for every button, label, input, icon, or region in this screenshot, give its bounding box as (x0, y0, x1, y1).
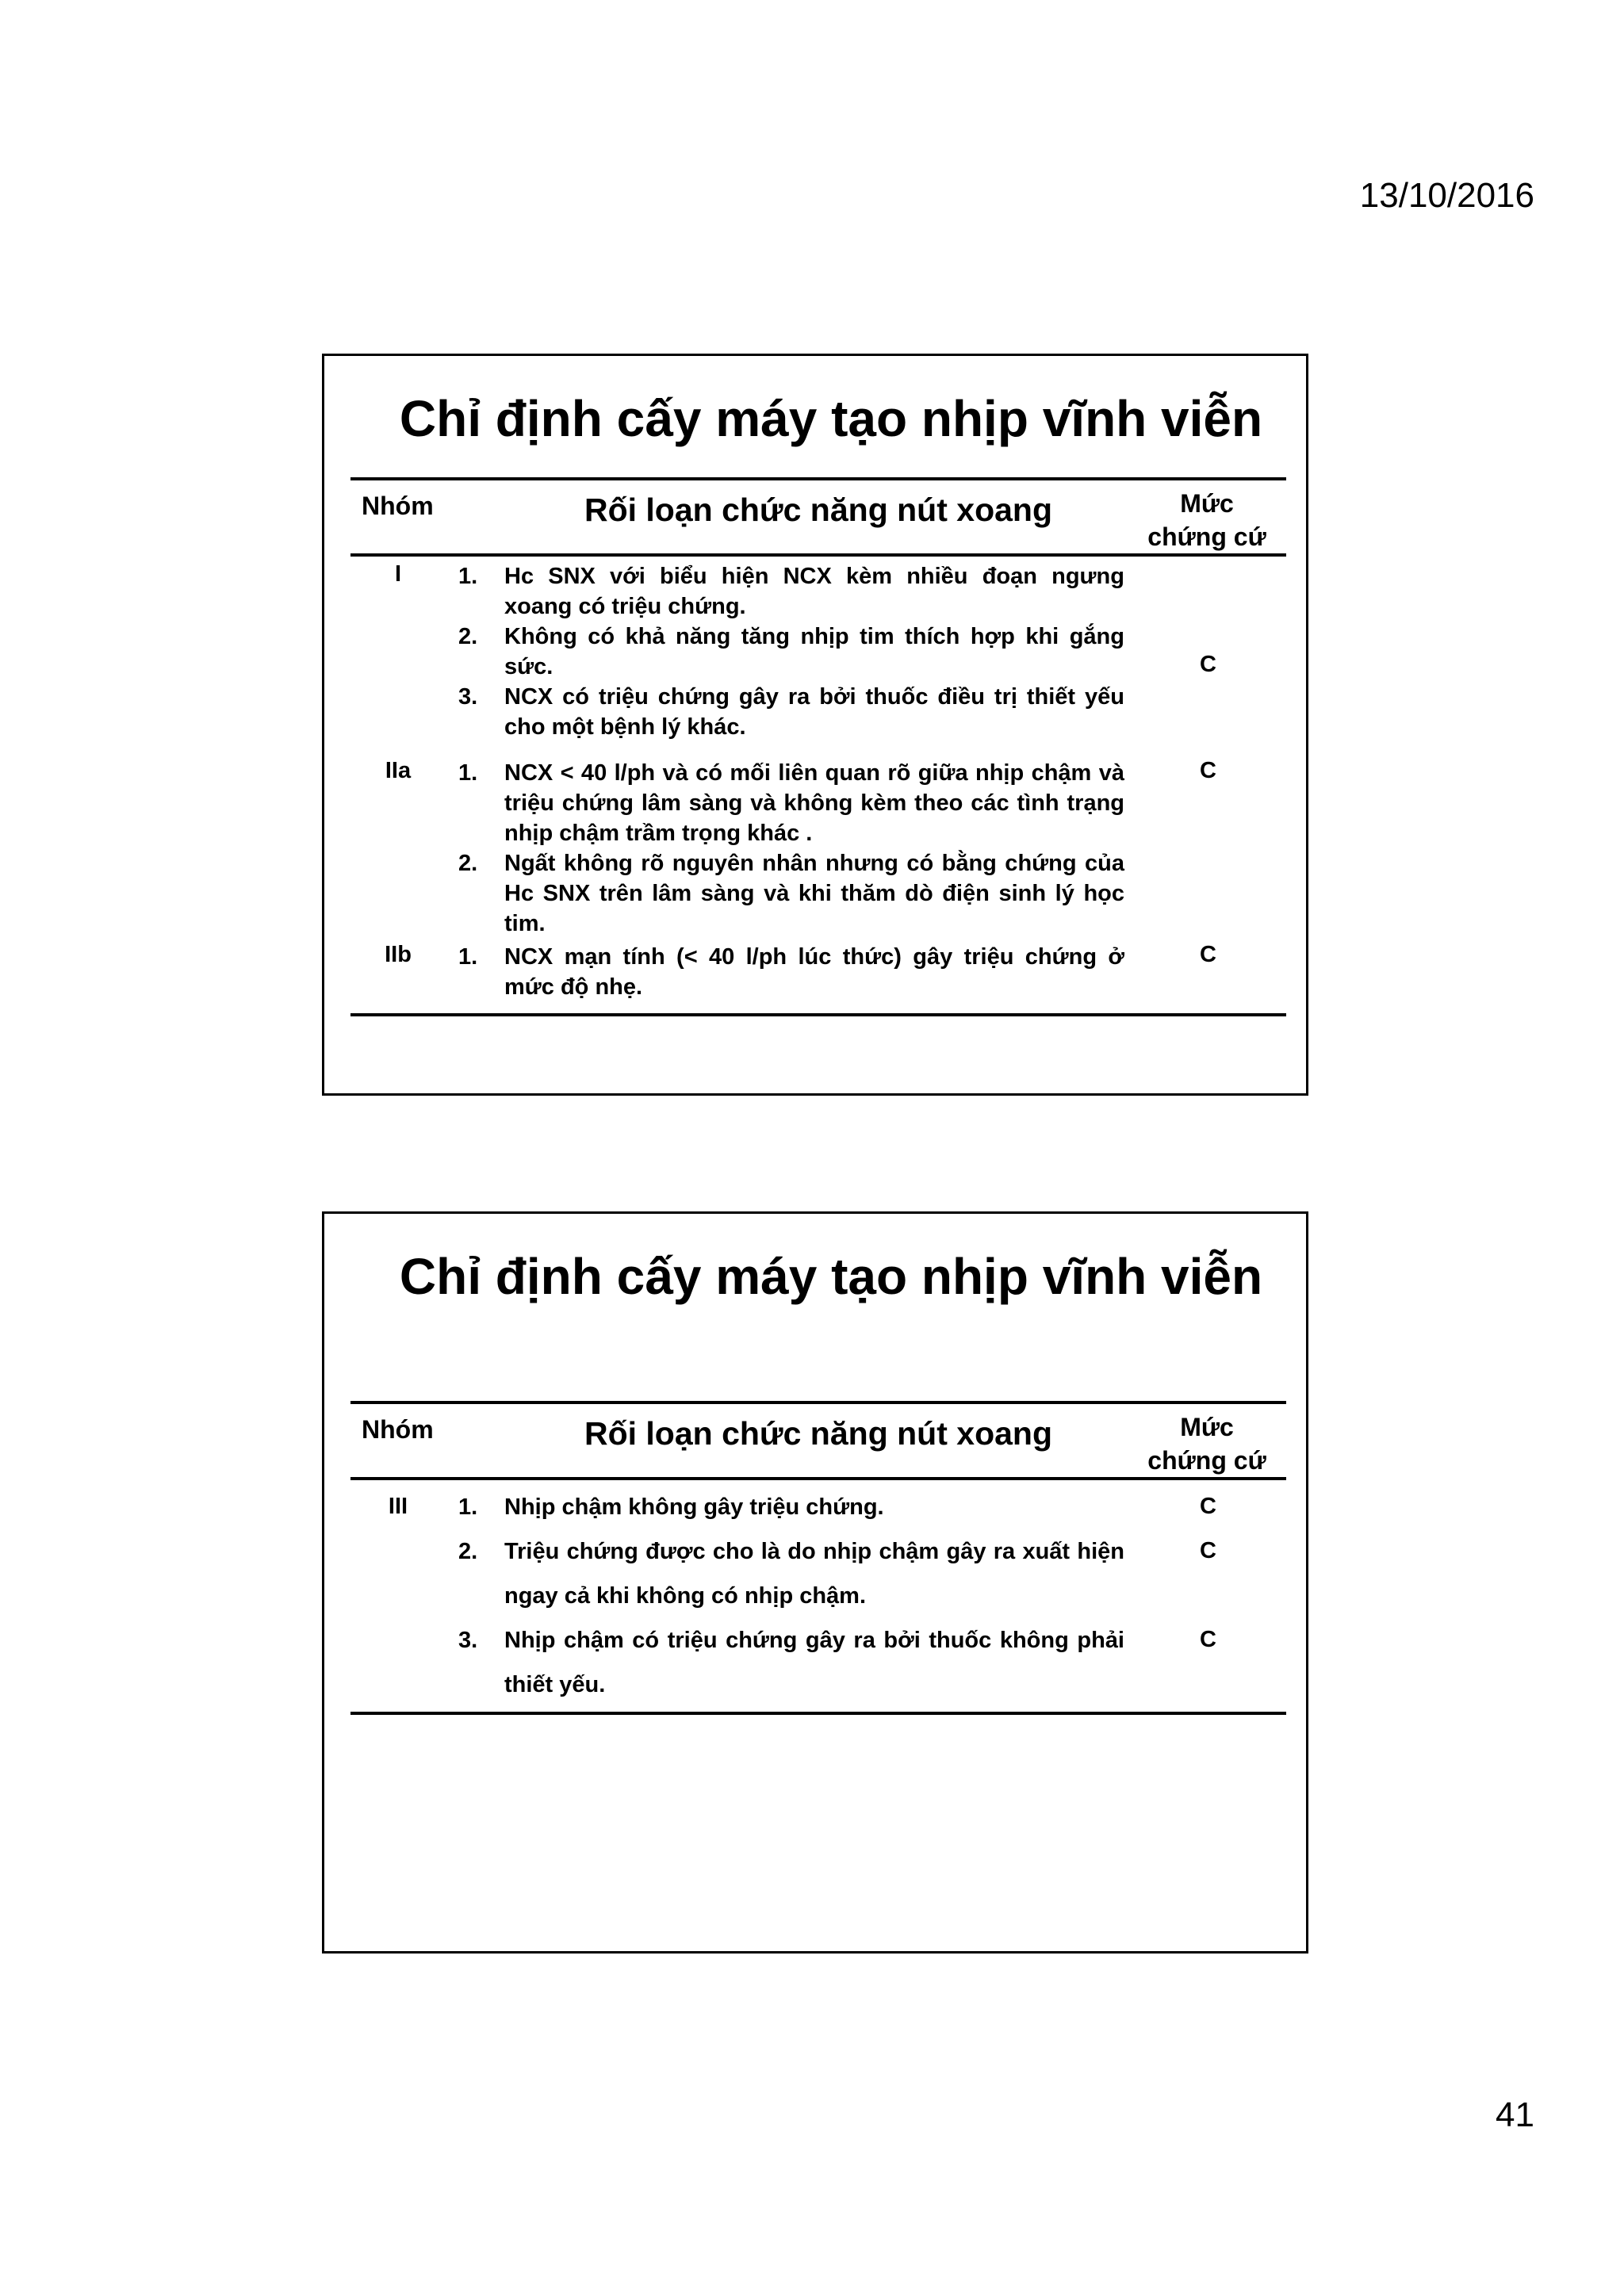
list-item: 2. Ngất không rõ nguyên nhân nhưng có bằng chứng của Hc SNX trên lâm sàng và khi thăm dò điện sinh lý học tim. (458, 851, 1124, 936)
table-row (350, 561, 1286, 742)
table-body (350, 557, 1286, 1016)
table-header (350, 480, 1286, 557)
list-item: 2. Triệu chứng được cho là do nhịp chậm gây ra xuất hiện ngay cả khi không có nhịp chậm. (458, 1539, 1124, 1609)
item-list (458, 561, 1124, 742)
table-row (350, 942, 1286, 1002)
list-item: 1. Hc SNX với biểu hiện NCX kèm nhiều đoạn ngưng xoang có triệu chứng. (458, 564, 1124, 619)
slide-title: Chỉ định cấy máy tạo nhịp vĩnh viễn (399, 390, 1263, 447)
list-item: 2. Không có khả năng tăng nhịp tim thích hợp khi gắng sức. (458, 624, 1124, 679)
evidence-level: C (1200, 1627, 1216, 1652)
slide-1 (322, 354, 1308, 1096)
evidence-level: C (1200, 1538, 1216, 1563)
table-row (350, 1485, 1286, 1707)
table-row (350, 758, 1286, 939)
header-group: Nhóm (362, 1415, 434, 1444)
page-date: 13/10/2016 (1359, 176, 1534, 215)
group-label: IIb (385, 942, 412, 967)
header-group: Nhóm (362, 492, 434, 520)
list-item: 1. NCX mạn tính (< 40 l/ph lúc thức) gây triệu chứng ở mức độ nhẹ. (458, 944, 1124, 1000)
header-evidence: Mức chứng cứ (1147, 1413, 1266, 1475)
slide-title: Chỉ định cấy máy tạo nhịp vĩnh viễn (399, 1248, 1263, 1305)
item-list (458, 942, 1124, 1002)
group-label: I (394, 561, 402, 587)
indication-table (350, 1401, 1286, 1715)
evidence-level: C (1200, 942, 1216, 967)
evidence-level: C (1200, 1494, 1216, 1519)
group-label: IIa (385, 758, 412, 783)
list-item: 1. NCX < 40 l/ph và có mối liên quan rõ giữa nhịp chậm và triệu chứng lâm sàng và không kèm theo các tình trạng nhịp chậm trầm trọng khác . (458, 760, 1124, 846)
header-main: Rối loạn chức năng nút xoang (584, 492, 1053, 528)
header-main: Rối loạn chức năng nút xoang (584, 1415, 1053, 1452)
table-header (350, 1404, 1286, 1480)
list-item: 3. NCX có triệu chứng gây ra bởi thuốc điều trị thiết yếu cho một bệnh lý khác. (458, 684, 1124, 740)
item-list (458, 758, 1124, 939)
header-evidence: Mức chứng cứ (1147, 489, 1266, 551)
evidence-level: C (1200, 758, 1216, 783)
indication-table (350, 477, 1286, 1016)
list-item: 3. Nhịp chậm có triệu chứng gây ra bởi thuốc không phải thiết yếu. (458, 1628, 1124, 1697)
group-label: III (388, 1494, 408, 1519)
evidence-level: C (1200, 652, 1216, 677)
list-item: 1. Nhịp chậm không gây triệu chứng. (458, 1494, 884, 1520)
table-body (350, 1480, 1286, 1715)
page-number: 41 (1496, 2095, 1534, 2134)
slide-2 (322, 1211, 1308, 1954)
item-list (458, 1485, 1124, 1707)
